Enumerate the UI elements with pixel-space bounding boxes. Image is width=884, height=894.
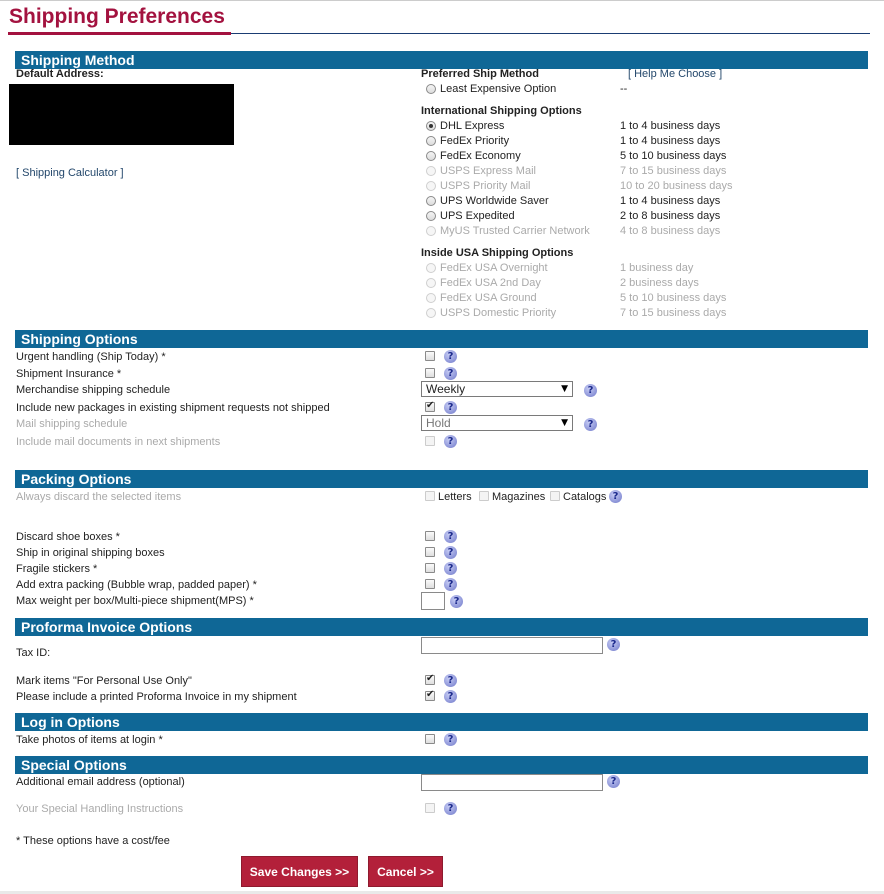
option-label: USPS Domestic Priority [440,307,557,319]
mail-schedule-value: Hold [426,416,451,430]
merchandise-schedule-value: Weekly [426,382,466,396]
additional-email-input[interactable] [421,774,603,791]
fragile-stickers-label: Fragile stickers * [16,563,98,575]
printed-invoice-checkbox[interactable] [425,691,435,701]
help-icon[interactable]: ? [450,595,463,608]
letters-label: Letters [438,491,472,503]
section-login-options-header: Log in Options [15,713,868,731]
section-shipping-method-header: Shipping Method [15,51,868,69]
option-label: DHL Express [440,120,505,132]
help-icon[interactable]: ? [444,546,457,559]
option-time: 2 to 8 business days [620,210,721,222]
radio-myus-trusted-carrier [426,226,436,236]
help-icon[interactable]: ? [444,578,457,591]
help-icon[interactable]: ? [444,435,457,448]
take-photos-label: Take photos of items at login * [16,734,163,746]
help-icon[interactable]: ? [444,401,457,414]
take-photos-checkbox[interactable] [425,734,435,744]
option-time: 5 to 10 business days [620,292,727,304]
option-time: 7 to 15 business days [620,165,727,177]
save-changes-button[interactable]: Save Changes >> [241,856,358,887]
option-time: 5 to 10 business days [620,150,727,162]
title-underline [8,32,231,35]
radio-usps-express-mail [426,166,436,176]
radio-fedex-priority[interactable] [426,136,436,146]
catalogs-label: Catalogs [563,491,607,503]
help-icon[interactable]: ? [607,638,620,651]
merchandise-schedule-label: Merchandise shipping schedule [16,384,171,396]
radio-fedex-usa-ground [426,293,436,303]
cost-fee-footnote: * These options have a cost/fee [16,835,170,847]
help-icon[interactable]: ? [444,562,457,575]
help-icon[interactable]: ? [444,733,457,746]
redacted-address [9,84,234,145]
help-me-choose-link[interactable]: [ Help Me Choose ] [628,68,723,80]
tax-id-label: Tax ID: [16,647,51,659]
additional-email-label: Additional email address (optional) [16,776,185,788]
shipment-insurance-checkbox[interactable] [425,368,435,378]
merchandise-schedule-select[interactable] [421,381,573,397]
mail-schedule-select[interactable] [421,415,573,431]
special-instructions-checkbox [425,803,435,813]
personal-use-checkbox[interactable] [425,675,435,685]
help-icon[interactable]: ? [444,802,457,815]
option-label: UPS Worldwide Saver [440,195,549,207]
option-label: FedEx USA 2nd Day [440,277,541,289]
include-new-packages-label: Include new packages in existing shipment requests not shipped [16,402,330,414]
include-mail-documents-label: Include mail documents in next shipments [16,436,221,448]
option-time: 1 to 4 business days [620,135,721,147]
help-icon[interactable]: ? [444,350,457,363]
ship-original-boxes-label: Ship in original shipping boxes [16,547,165,559]
include-new-packages-checkbox[interactable] [425,402,435,412]
option-label: UPS Expedited [440,210,515,222]
least-expensive-label: Least Expensive Option [440,83,557,95]
shipment-insurance-label: Shipment Insurance * [16,368,122,380]
tax-id-input[interactable] [421,637,603,654]
personal-use-label: Mark items "For Personal Use Only" [16,675,192,687]
help-icon[interactable]: ? [444,690,457,703]
section-proforma-header: Proforma Invoice Options [15,618,868,636]
radio-fedex-economy[interactable] [426,151,436,161]
magazines-checkbox [479,491,489,501]
radio-fedex-usa-2nd-day [426,278,436,288]
inside-usa-options-label: Inside USA Shipping Options [421,247,574,259]
help-icon[interactable]: ? [444,367,457,380]
help-icon[interactable]: ? [444,674,457,687]
option-label: FedEx USA Ground [440,292,537,304]
max-weight-input[interactable] [421,592,445,610]
extra-packing-label: Add extra packing (Bubble wrap, padded paper) * [16,579,257,591]
urgent-handling-checkbox[interactable] [425,351,435,361]
option-time: 2 business days [620,277,699,289]
help-icon[interactable]: ? [607,775,620,788]
discard-shoe-boxes-checkbox[interactable] [425,531,435,541]
chevron-down-icon: ▼ [561,418,568,428]
option-time: 1 to 4 business days [620,195,721,207]
fragile-stickers-checkbox[interactable] [425,563,435,573]
help-icon[interactable]: ? [609,490,622,503]
option-label: FedEx USA Overnight [440,262,548,274]
radio-dhl-express[interactable] [426,121,436,131]
special-instructions-label: Your Special Handling Instructions [16,803,184,815]
cancel-button[interactable]: Cancel >> [368,856,443,887]
radio-ups-expedited[interactable] [426,211,436,221]
printed-invoice-label: Please include a printed Proforma Invoice in my shipment [16,691,297,703]
option-label: MyUS Trusted Carrier Network [440,225,590,237]
option-time: 7 to 15 business days [620,307,727,319]
help-icon[interactable]: ? [584,384,597,397]
max-weight-label: Max weight per box/Multi-piece shipment(MPS) * [16,595,254,607]
default-address-label: Default Address: [16,68,104,80]
always-discard-label: Always discard the selected items [16,491,182,503]
shipping-calculator-link[interactable]: [ Shipping Calculator ] [16,167,124,179]
international-options-label: International Shipping Options [421,105,582,117]
preferred-ship-method-label: Preferred Ship Method [421,68,539,80]
chevron-down-icon: ▼ [561,384,568,394]
magazines-label: Magazines [492,491,546,503]
letters-checkbox [425,491,435,501]
ship-original-boxes-checkbox[interactable] [425,547,435,557]
option-label: USPS Express Mail [440,165,536,177]
radio-fedex-usa-overnight [426,263,436,273]
option-time: 1 business day [620,262,694,274]
extra-packing-checkbox[interactable] [425,579,435,589]
catalogs-checkbox [550,491,560,501]
radio-ups-worldwide-saver[interactable] [426,196,436,206]
section-shipping-options-header: Shipping Options [15,330,868,348]
option-label: FedEx Economy [440,150,521,162]
option-time: 1 to 4 business days [620,120,721,132]
help-icon[interactable]: ? [584,418,597,431]
section-packing-options-header: Packing Options [15,470,868,488]
radio-usps-priority-mail [426,181,436,191]
help-icon[interactable]: ? [444,530,457,543]
option-time: 10 to 20 business days [620,180,733,192]
title-rule [231,33,870,34]
discard-shoe-boxes-label: Discard shoe boxes * [16,531,120,543]
option-label: FedEx Priority [440,135,510,147]
option-label: USPS Priority Mail [440,180,531,192]
top-rule [0,0,884,1]
mail-schedule-label: Mail shipping schedule [16,418,128,430]
page-title: Shipping Preferences [9,5,225,28]
section-special-options-header: Special Options [15,756,868,774]
radio-usps-domestic-priority [426,308,436,318]
least-expensive-time: -- [620,83,628,95]
include-mail-documents-checkbox [425,436,435,446]
option-time: 4 to 8 business days [620,225,721,237]
radio-least-expensive[interactable] [426,84,436,94]
urgent-handling-label: Urgent handling (Ship Today) * [16,351,166,363]
